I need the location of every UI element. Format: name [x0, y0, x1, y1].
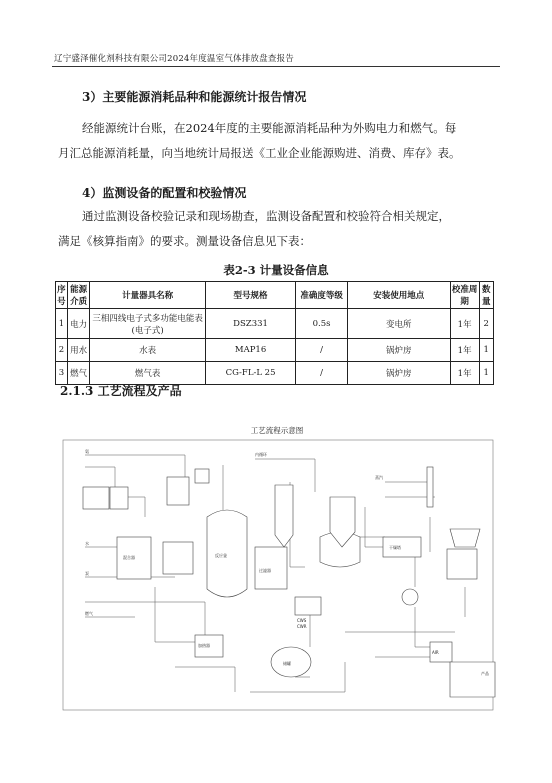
label-air: AIR	[432, 650, 439, 655]
process-flow-diagram	[55, 407, 499, 727]
table-cell: 2	[479, 309, 493, 339]
table-cell: /	[296, 339, 347, 362]
table-cell: 2	[56, 339, 68, 362]
section4-heading: 4）监测设备的配置和校验情况	[82, 186, 247, 200]
table-cell: 锅炉房	[347, 339, 450, 362]
label-reactor: 反应釜	[215, 553, 227, 558]
section4-line2: 满足《核算指南》的要求。测量设备信息见下表：	[58, 234, 311, 248]
tank-left	[83, 487, 109, 509]
table-cell: 三相四线电子式多功能电能表(电子式)	[90, 309, 205, 339]
label-filter: 过滤器	[259, 568, 271, 573]
storage-tank	[271, 647, 311, 677]
label-product: 产品	[481, 671, 489, 676]
label-pump: 泵	[85, 571, 89, 576]
cw-unit	[295, 597, 321, 615]
table-cell: 3	[56, 362, 68, 385]
column-unit	[275, 485, 293, 547]
label-water: 水	[85, 541, 89, 546]
table-cell: 1年	[450, 339, 479, 362]
reactor-vessel	[207, 510, 247, 597]
col-header: 数量	[479, 282, 493, 309]
table-cell: 1年	[450, 362, 479, 385]
col-header: 序号	[56, 282, 68, 309]
hopper	[450, 529, 480, 547]
label-neihuo: 内循环	[255, 452, 267, 457]
table-cell: 0.5s	[296, 309, 347, 339]
table-cell: 电力	[67, 309, 90, 339]
table-header-row	[56, 282, 494, 309]
col-header: 准确度等级	[296, 282, 347, 309]
product-unit	[447, 549, 477, 579]
table-row	[56, 309, 494, 339]
fan	[402, 589, 418, 605]
section-2-1-3-heading: 2.1.3 工艺流程及产品	[60, 384, 182, 398]
meter-table	[55, 281, 494, 385]
label-cws: CWS	[297, 618, 307, 623]
vessel-a	[167, 477, 189, 505]
label-mixer: 混合器	[123, 555, 135, 560]
col-header: 能源介质	[67, 282, 90, 309]
table-cell: 1	[479, 339, 493, 362]
table-cell: MAP16	[205, 339, 296, 362]
diagram-title: 工艺流程示意图	[250, 426, 304, 435]
table-cell: DSZ331	[205, 309, 296, 339]
section3-paragraph	[58, 116, 498, 166]
box-small	[195, 469, 209, 483]
table-cell: 燃气	[67, 362, 90, 385]
table-cell: 1	[56, 309, 68, 339]
tank-left-2	[110, 487, 128, 509]
process-flow-svg	[55, 407, 499, 727]
label-heater: 加热器	[198, 643, 210, 648]
section3-line2: 月汇总能源消耗量，向当地统计局报送《工业企业能源购进、消费、库存》表。	[58, 146, 461, 160]
section3-line1: 经能源统计台账，在2024年度的主要能源消耗品种为外购电力和燃气。每	[82, 121, 457, 135]
table-cell: 燃气表	[90, 362, 205, 385]
label-steam: 蒸汽	[375, 475, 383, 480]
header-divider	[52, 66, 500, 67]
label-ammonia: 氨	[85, 449, 89, 454]
section3-heading: 3）主要能源消耗品种和能源统计报告情况	[82, 90, 307, 104]
stack	[427, 467, 433, 507]
table-cell: 用水	[67, 339, 90, 362]
table-cell: 变电所	[347, 309, 450, 339]
page-header: 辽宁盛泽催化剂科技有限公司2024年度温室气体排放盘查报告	[54, 54, 294, 64]
furnace	[450, 662, 495, 697]
label-cwr: CWR	[297, 624, 307, 629]
table-cell: 1	[479, 362, 493, 385]
table-caption: 表2-3 计量设备信息	[223, 263, 329, 277]
table-cell: /	[296, 362, 347, 385]
label-tank: 储罐	[283, 661, 291, 666]
table-cell: 水表	[90, 339, 205, 362]
process-box-2	[163, 542, 193, 574]
col-header: 计量器具名称	[90, 282, 205, 309]
col-header: 校准周期	[450, 282, 479, 309]
col-header: 安装使用地点	[347, 282, 450, 309]
col-header: 型号规格	[205, 282, 296, 309]
label-dryer: 干燥塔	[389, 545, 401, 550]
table-cell: 锅炉房	[347, 362, 450, 385]
table-cell: 1年	[450, 309, 479, 339]
table-cell: CG-FL-L 25	[205, 362, 296, 385]
label-gas: 燃气	[85, 611, 93, 616]
section4-paragraph	[58, 204, 498, 254]
table-row	[56, 339, 494, 362]
section4-line1: 通过监测设备校验记录和现场勘查，监测设备配置和校验符合相关规定，	[82, 209, 450, 223]
